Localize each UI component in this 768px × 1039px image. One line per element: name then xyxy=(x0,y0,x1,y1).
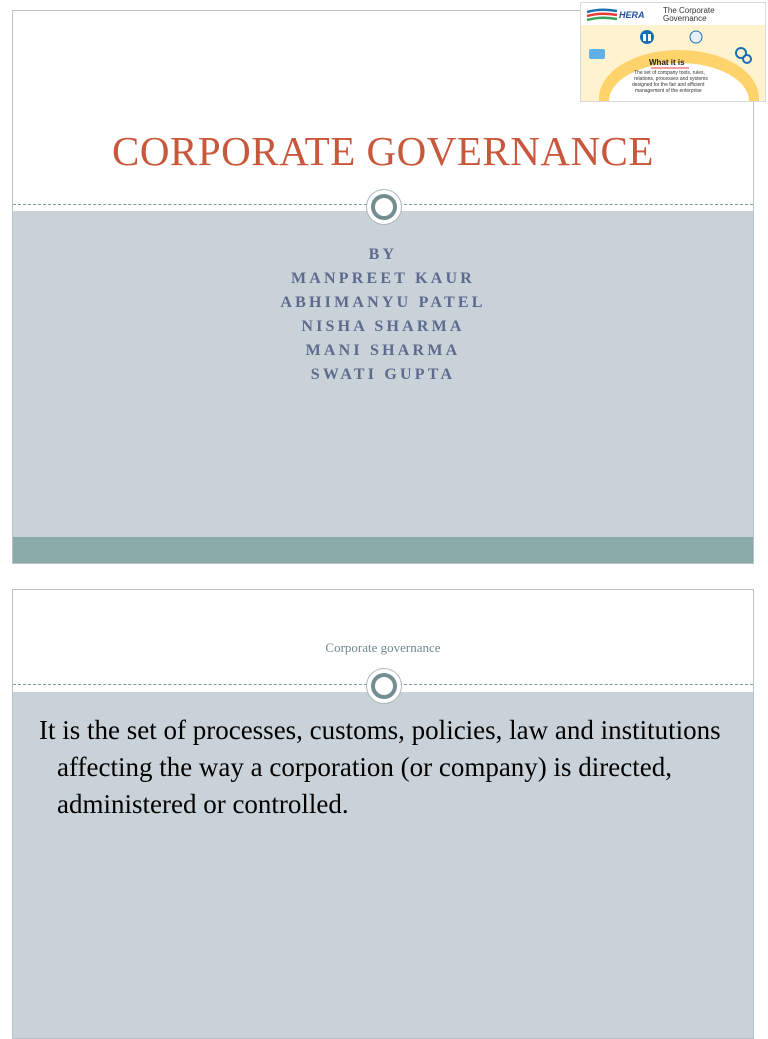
book-icon xyxy=(589,49,605,59)
ring-icon xyxy=(366,189,402,225)
content-slide xyxy=(12,589,754,1039)
author-list xyxy=(13,243,753,387)
thumbnail-heading: Governance xyxy=(663,14,707,23)
what-it-is: What it is xyxy=(649,58,685,67)
ring-icon xyxy=(366,668,402,704)
author-name: MANI SHARMA xyxy=(305,342,461,359)
definition-line: relations, processes and systems xyxy=(634,76,708,82)
definition-line: management of the enterprise xyxy=(635,88,702,94)
author-by: BY xyxy=(368,246,398,263)
slide-body-text: It is the set of processes, customs, policies, law and institutions affecting the way a corporation (or company) is directed, administered or controlled. xyxy=(39,715,721,819)
author-name: MANPREET KAUR xyxy=(291,270,475,287)
slide-subtitle: Corporate governance xyxy=(325,640,441,655)
author-name: ABHIMANYU PATEL xyxy=(280,294,486,311)
author-name: NISHA SHARMA xyxy=(301,318,465,335)
governance-thumbnail xyxy=(580,2,766,102)
author-name: SWATI GUPTA xyxy=(310,366,456,383)
mouse-icon xyxy=(690,31,702,43)
definition-line: The set of company tools, rules, xyxy=(634,70,705,76)
slide-title: CORPORATE GOVERNANCE xyxy=(112,128,654,174)
people-icon xyxy=(640,30,654,44)
thumbnail-heading: The Corporate xyxy=(663,6,715,15)
definition-line: designed for the fair and efficient xyxy=(632,82,705,88)
bottom-band xyxy=(13,537,753,564)
logo-text: HERA xyxy=(619,10,645,20)
